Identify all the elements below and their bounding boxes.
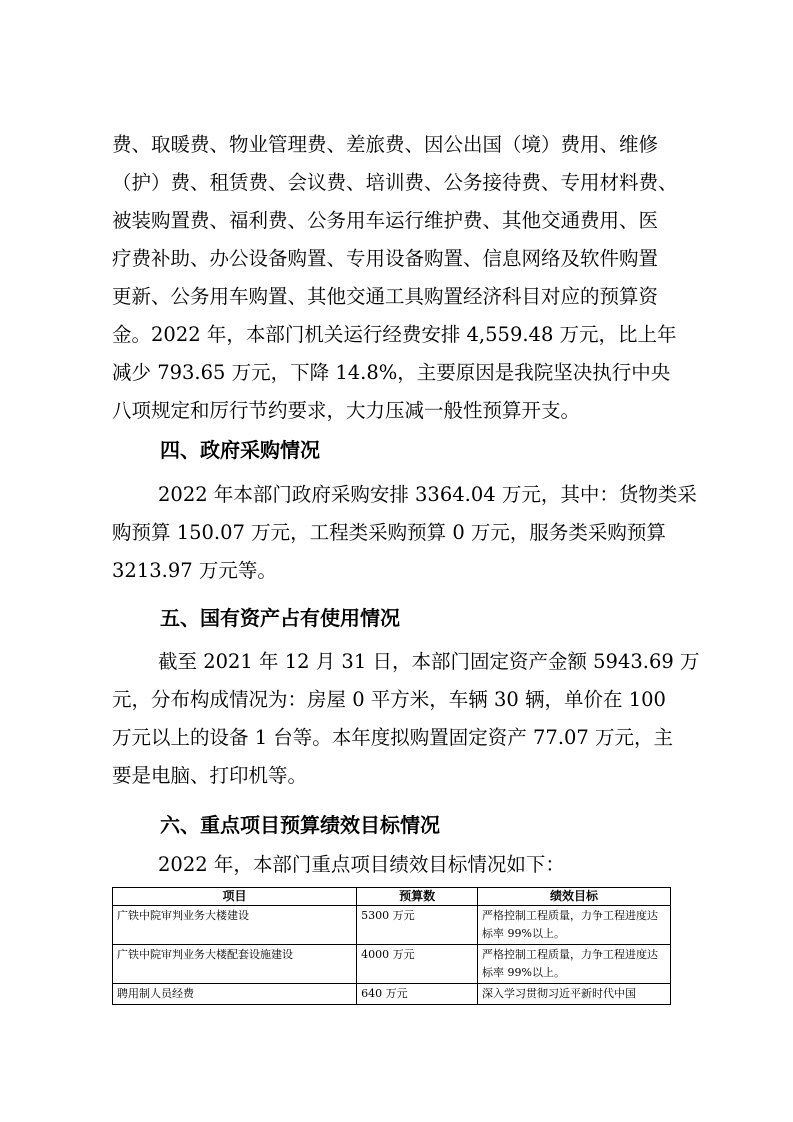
text-line: 更新、公务用车购置、其他交通工具购置经济科目对应的预算资	[112, 285, 659, 308]
section-heading-performance: 六、重点项目预算绩效目标情况	[160, 813, 440, 837]
text-line: 八项规定和厉行节约要求，大力压减一般性预算开支。	[112, 399, 581, 422]
text-line: 疗费补助、办公设备购置、专用设备购置、信息网络及软件购置	[112, 247, 659, 270]
column-header-budget: 预算数	[357, 888, 478, 906]
text-line: 3213.97 万元等。	[112, 559, 277, 582]
text-line: 被装购置费、福利费、公务用车运行维护费、其他交通费用、医	[112, 209, 659, 232]
text-line: 减少 793.65 万元，下降 14.8%，主要原因是我院坚决执行中央	[112, 361, 671, 384]
project-cell: 广铁中院审判业务大楼建设	[113, 906, 357, 945]
text-line: （护）费、租赁费、会议费、培训费、公务接待费、专用材料费、	[112, 171, 678, 194]
project-cell: 聘用制人员经费	[113, 984, 357, 1005]
text-line: 金。2022 年，本部门机关运行经费安排 4,559.48 万元，比上年	[112, 323, 677, 346]
goal-cell: 严格控制工程质量，力争工程进度达标率 99%以上。	[478, 945, 671, 984]
text-line: 2022 年本部门政府采购安排 3364.04 万元，其中：货物类采	[158, 483, 697, 506]
text-line: 要是电脑、打印机等。	[112, 764, 308, 787]
goal-cell: 严格控制工程质量，力争工程进度达标率 99%以上。	[478, 906, 671, 945]
column-header-goal: 绩效目标	[478, 888, 671, 906]
section-heading-assets: 五、国有资产占有使用情况	[160, 606, 400, 630]
table-row	[113, 906, 671, 945]
text-line: 元，分布构成情况为：房屋 0 平方米，车辆 30 辆，单价在 100	[112, 688, 666, 711]
budget-cell: 5300 万元	[357, 906, 478, 945]
text-line: 万元以上的设备 1 台等。本年度拟购置固定资产 77.07 万元，主	[112, 726, 674, 749]
goal-cell: 深入学习贯彻习近平新时代中国	[478, 984, 671, 1005]
table-header-row	[113, 888, 671, 906]
text-line: 费、取暖费、物业管理费、差旅费、因公出国（境）费用、维修	[112, 133, 659, 156]
performance-table	[112, 887, 671, 1005]
budget-cell: 4000 万元	[357, 945, 478, 984]
section-heading-procurement: 四、政府采购情况	[160, 438, 320, 462]
text-line: 2022 年，本部门重点项目绩效目标情况如下：	[158, 853, 565, 876]
project-cell: 广铁中院审判业务大楼配套设施建设	[113, 945, 357, 984]
text-line: 截至 2021 年 12 月 31 日，本部门固定资产金额 5943.69 万	[158, 650, 700, 673]
budget-cell: 640 万元	[357, 984, 478, 1005]
table-row	[113, 945, 671, 984]
column-header-project: 项目	[113, 888, 357, 906]
text-line: 购预算 150.07 万元，工程类采购预算 0 万元，服务类采购预算	[112, 521, 666, 544]
table-row	[113, 984, 671, 1005]
